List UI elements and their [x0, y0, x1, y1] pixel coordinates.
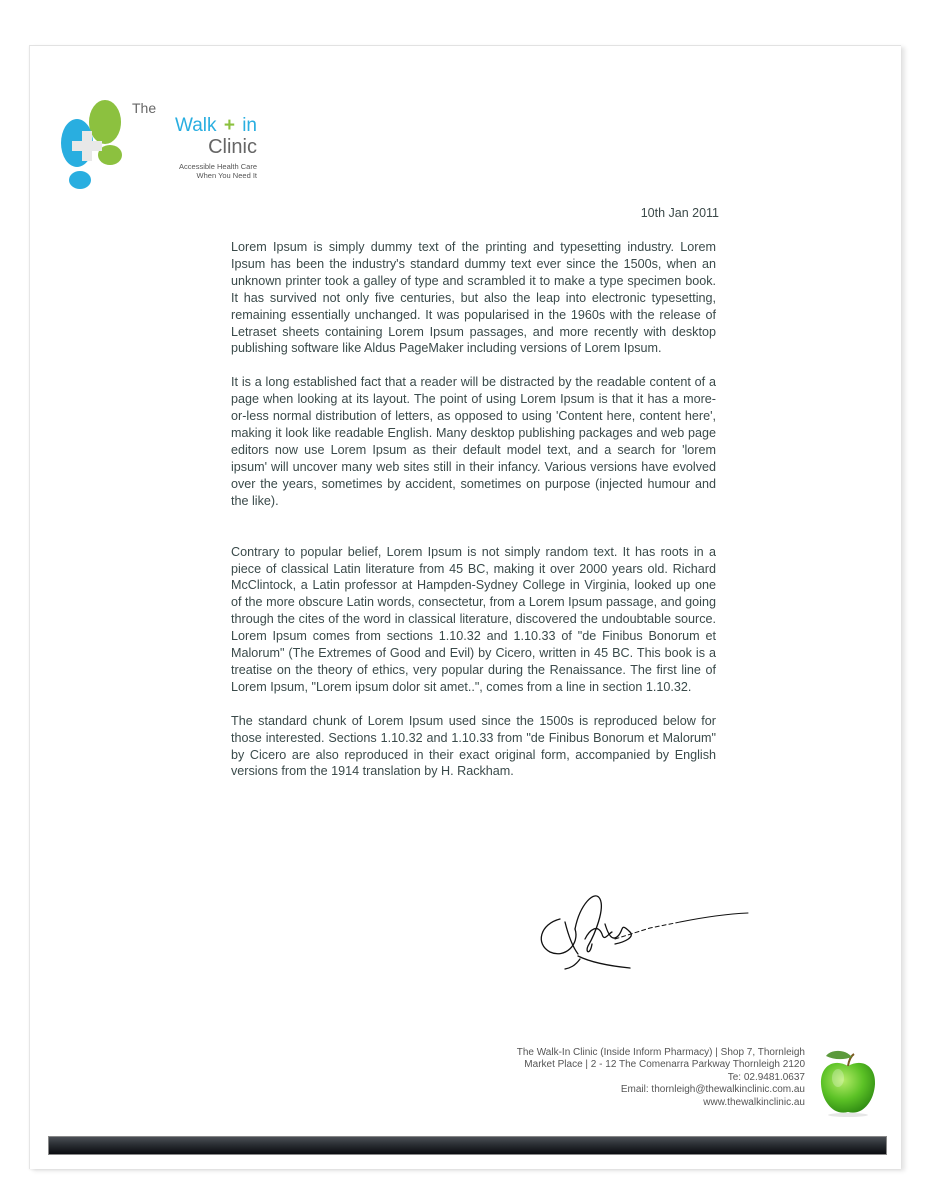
logo-word-walk: Walk — [175, 115, 217, 136]
paragraph-4: The standard chunk of Lorem Ipsum used since the 1500s is reproduced below for those interested. Sections 1.10.32 and 1.10.33 from "de Finibus Bonorum et Malorum" by Cicero are also reproduced in their exact original form, accompanied by English versions from the 1914 translation by H. Rackham. — [231, 713, 716, 779]
logo-tagline-2: When You Need It — [196, 171, 257, 180]
letter-body — [231, 239, 716, 780]
paragraph-1: Lorem Ipsum is simply dummy text of the printing and typesetting industry. Lorem Ipsum has been the industry's standard dummy text ever since the 1500s, when an unknown printer took a galley of type and scrambled it to make a type specimen book. It has survived not only five centuries, but also the leap into electronic typesetting, remaining essentially unchanged. It was popularised in the 1960s with the release of Letraset sheets containing Lorem Ipsum passages, and more recently with desktop publishing software like Aldus PageMaker including versions of Lorem Ipsum. — [231, 240, 716, 356]
logo-plus: + — [223, 115, 235, 136]
footprints-plus-icon — [60, 98, 126, 193]
paragraph-3: Contrary to popular belief, Lorem Ipsum is not simply random text. It has roots in a piece of classical Latin literature from 45 BC, making it over 2000 years old. Richard McClintock, a Latin professor at Hampden-Sydney College in Virginia, looked up one of the more obscure Latin words, consectetur, from a Lorem Ipsum passage, and going through the cites of the word in classical literature, discovered the undoubtable source. Lorem Ipsum comes from sections 1.10.32 and 1.10.33 of "de Finibus Bonorum et Malorum" (The Extremes of Good and Evil) by Cicero, written in 45 BC. This book is a treatise on the theory of ethics, very popular during the Renaissance. The first line of Lorem Ipsum, "Lorem ipsum dolor sit amet..", comes from a line in section 1.10.32. — [231, 544, 716, 694]
footer-address-line-2: Market Place | 2 - 12 The Comenarra Parkway Thornleigh 2120 — [524, 1059, 805, 1071]
letter-date: 10th Jan 2011 — [640, 206, 719, 220]
logo-word-the: The — [132, 100, 157, 116]
footer-website: www.thewalkinclinic.au — [703, 1096, 805, 1108]
letterhead-page — [29, 45, 901, 1169]
logo-word-clinic: Clinic — [208, 136, 257, 158]
handwritten-signature — [520, 884, 750, 974]
footer-bar — [48, 1136, 887, 1155]
footer-address-line-1: The Walk-In Clinic (Inside Inform Pharmacy) | Shop 7, Thornleigh — [516, 1047, 805, 1058]
paragraph-2: It is a long established fact that a reader will be distracted by the readable content of a page when looking at its layout. The point of using Lorem Ipsum is that it has a more-or-less normal distribution of letters, as opposed to using 'Content here, content here', making it look like readable English. Many desktop publishing packages and web page editors now use Lorem Ipsum as their default model text, and a search for 'lorem ipsum' will uncover many web sites still in their infancy. Various versions have evolved over the years, sometimes by accident, sometimes on purpose (injected humour and the like). — [231, 375, 716, 508]
logo-walk-in — [175, 115, 257, 137]
footer-contact — [517, 1047, 805, 1109]
clinic-logo — [60, 98, 260, 193]
footer-phone: Te: 02.9481.0637 — [727, 1071, 805, 1083]
logo-word-in: in — [242, 115, 257, 136]
green-apple-icon — [816, 1046, 880, 1118]
footer-email: Email: thornleigh@thewalkinclinic.com.au — [620, 1084, 805, 1096]
logo-tagline-1: Accessible Health Care — [179, 162, 257, 171]
